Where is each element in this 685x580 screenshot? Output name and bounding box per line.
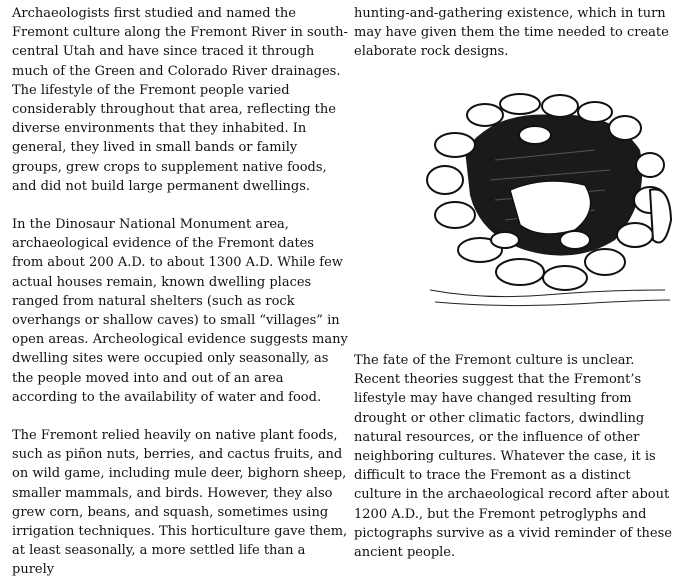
- right-column-top: [354, 4, 680, 62]
- left-column: [12, 4, 348, 580]
- paragraph-fremont-fate: The fate of the Fremont culture is unclear. Recent theories suggest that the Fremont’s lifestyle may have changed resulting from drought or other climatic factors, dwindling natural resources, or the influence of other neighboring cultures. Whatever the case, it is difficult to trace the Fremont as a distinct culture in the archaeological record after about 1200 A.D., but the Fremont petroglyphs and pictographs survive as a vivid reminder of these ancient people.: [354, 353, 672, 561]
- stone-dwelling-ruin-illustration: [425, 90, 673, 310]
- paragraph-fremont-diet: The Fremont relied heavily on native plant foods, such as piñon nuts, berries, and cactus fruits, and on wild game, including mule deer, bighorn sheep, smaller mammals, and birds. However, they also grew corn, beans, and squash, sometimes using irrigation techniques. This horticulture gave them, at least seasonally, a more settled life than a purely: [12, 428, 348, 578]
- paragraph-rock-designs: hunting-and-gathering existence, which in turn may have given them the time needed to create elaborate rock designs.: [354, 6, 669, 60]
- right-column-bottom: [354, 351, 680, 562]
- paragraph-fremont-origins: Archaeologists first studied and named the Fremont culture along the Fremont River in south-central Utah and have since traced it through much of the Green and Colorado River drainages. The lifestyle of the Fremont people varied considerably throughout that area, reflecting the diverse environments that they inhabited. In general, they lived in small bands or family groups, grew crops to supplement native foods, and did not build large permanent dwellings.: [12, 6, 348, 194]
- paragraph-dinosaur-monument: In the Dinosaur National Monument area, archaeological evidence of the Fremont dates from about 200 A.D. to about 1300 A.D. While few actual houses remain, known dwelling places ranged from natural shelters (such as rock overhangs or shallow caves) to small “villages” in open areas. Archeological evidence suggests many dwelling sites were occupied only seasonally, as the people moved into and out of an area according to the availability of water and food.: [12, 217, 348, 405]
